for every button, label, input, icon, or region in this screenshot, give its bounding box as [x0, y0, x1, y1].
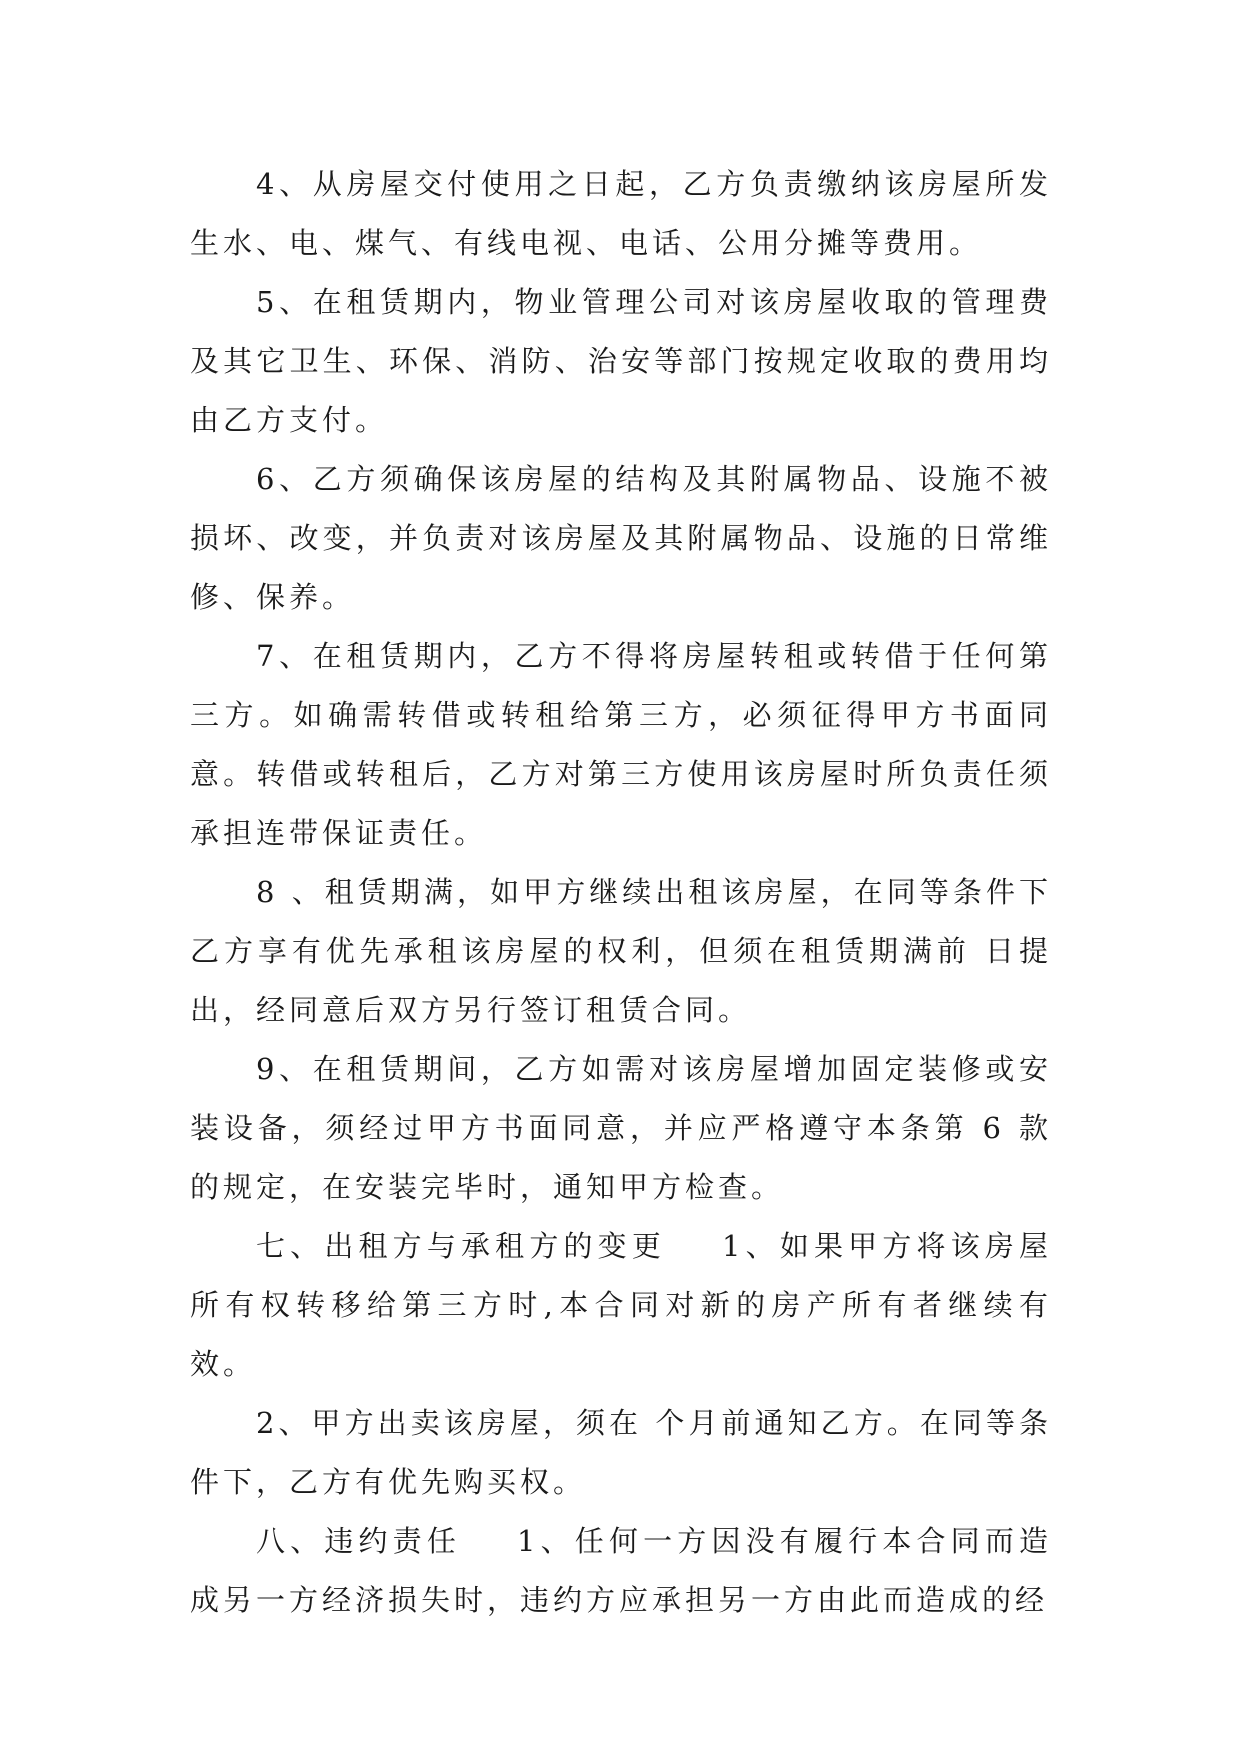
contract-body: [190, 155, 1052, 1630]
clause-7: 7、在租赁期内，乙方不得将房屋转租或转借于任何第三方。如确需转借或转租给第三方，必须征得甲方书面同意。转借或转租后，乙方对第三方使用该房屋时所负责任须承担连带保证责任。: [190, 639, 1052, 850]
section-7-item-2: 2、甲方出卖该房屋，须在 个月前通知乙方。在同等条件下，乙方有优先购买权。: [190, 1406, 1052, 1499]
section-7-item-1: 1、如果甲方将该房屋所有权转移给第三方时,本合同对新的房产所有者继续有效。: [190, 1229, 1052, 1381]
section-8-item-1: 1、任何一方因没有履行本合同而造成另一方经济损失时，违约方应承担另一方由此而造成的经: [190, 1524, 1052, 1617]
section-8-heading: 八、违约责任: [256, 1524, 462, 1558]
clause-5: 5、在租赁期内，物业管理公司对该房屋收取的管理费及其它卫生、环保、消防、治安等部门按规定收取的费用均由乙方支付。: [190, 285, 1052, 437]
clause-6: 6、乙方须确保该房屋的结构及其附属物品、设施不被损坏、改变，并负责对该房屋及其附属物品、设施的日常维修、保养。: [190, 462, 1052, 614]
section-7: [190, 1217, 1052, 1394]
section-8: [190, 1512, 1052, 1630]
clause-4: 4、从房屋交付使用之日起，乙方负责缴纳该房屋所发生水、电、煤气、有线电视、电话、公用分摊等费用。: [190, 167, 1052, 260]
clause-9: 9、在租赁期间，乙方如需对该房屋增加固定装修或安装设备，须经过甲方书面同意，并应严格遵守本条第 6 款的规定，在安装完毕时，通知甲方检查。: [190, 1052, 1052, 1204]
section-7-heading: 七、出租方与承租方的变更: [256, 1229, 667, 1263]
clause-8: 8 、租赁期满，如甲方继续出租该房屋，在同等条件下乙方享有优先承租该房屋的权利，但须在租赁期满前 日提出，经同意后双方另行签订租赁合同。: [190, 875, 1052, 1027]
